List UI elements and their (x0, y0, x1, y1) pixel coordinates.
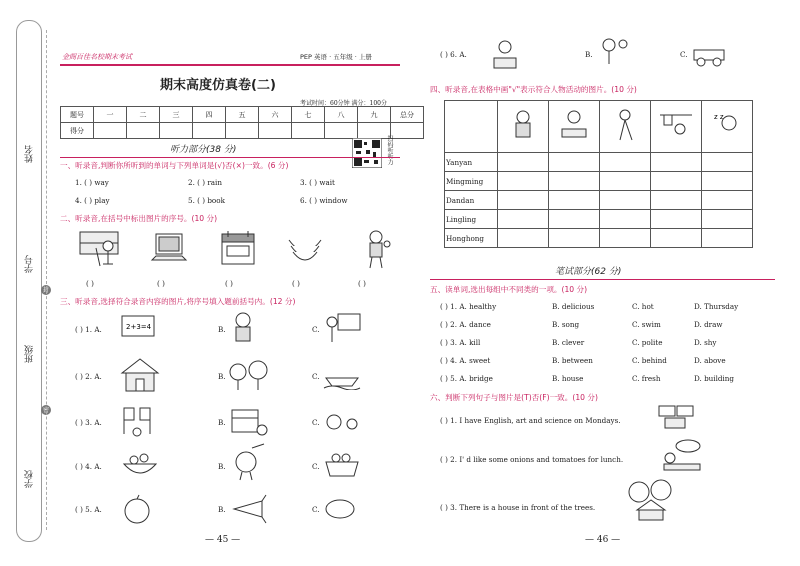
check-cell[interactable] (498, 191, 549, 210)
score-head: 五 (226, 107, 259, 123)
check-cell[interactable] (651, 172, 702, 191)
sec5-option: C. swim (632, 320, 661, 329)
sec3-option-c: C. (312, 372, 320, 381)
cut-line (46, 30, 48, 530)
sec3-title: 三、听录音,选择符合录音内容的图片,将序号填入题前括号内。(12 分) (60, 297, 296, 306)
side-label-school: 学校 (25, 470, 35, 488)
sec6-item[interactable]: ( ) 1. I have English, art and science on Mondays. (440, 416, 621, 425)
qr-code-icon[interactable] (352, 138, 382, 168)
carrot-icon (228, 493, 268, 525)
sec5-option: C. polite (632, 338, 663, 347)
girl-piano-icon (558, 109, 590, 143)
table-pic-cell (702, 101, 753, 153)
sec3-question[interactable]: ( ) 3. A. (75, 418, 102, 427)
score-head: 一 (94, 107, 127, 123)
check-cell[interactable] (600, 153, 651, 172)
boy-reading-icon (228, 310, 258, 346)
calendar-icon (218, 228, 258, 268)
check-cell[interactable] (702, 210, 753, 229)
potato-icon (322, 495, 358, 523)
sec3-option-b: B. (218, 372, 226, 381)
sec5-option: B. delicious (552, 302, 595, 311)
svg-text:2+3=4: 2+3=4 (126, 323, 152, 331)
sec3-question[interactable]: ( ) 5. A. (75, 505, 102, 514)
apple-icon (120, 493, 154, 525)
sec1-item[interactable]: 2. ( ) rain (188, 178, 222, 187)
sec2-blank[interactable]: ( ) (225, 279, 233, 288)
check-cell[interactable] (600, 172, 651, 191)
sec2-blank[interactable]: ( ) (292, 279, 300, 288)
books-icon (655, 402, 699, 432)
q6-question[interactable]: ( ) 6. A. (440, 50, 467, 59)
sec3-option-c: C. (312, 462, 320, 471)
kids-lunch-icon (660, 438, 704, 472)
check-cell[interactable] (549, 153, 600, 172)
check-cell[interactable] (651, 153, 702, 172)
house-trees-icon (625, 478, 677, 522)
kid-dancing-icon (595, 36, 631, 72)
score-cell[interactable] (127, 123, 160, 139)
check-cell[interactable] (651, 229, 702, 248)
score-head: 四 (193, 107, 226, 123)
sec2-blank[interactable]: ( ) (157, 279, 165, 288)
sec1-item[interactable]: 4. ( ) play (75, 196, 110, 205)
page-number-right: — 46 — (585, 535, 621, 545)
sec5-option: D. above (694, 356, 726, 365)
sec3-option-c: C. (312, 418, 320, 427)
score-cell[interactable] (325, 123, 358, 139)
sec4-title: 四、听录音,在表格中画"√"表示符合人物活动的图片。(10 分) (430, 85, 637, 94)
score-head: 二 (127, 107, 160, 123)
score-cell[interactable] (160, 123, 193, 139)
score-cell[interactable] (259, 123, 292, 139)
check-cell[interactable] (702, 172, 753, 191)
laundry-icon (658, 109, 694, 143)
table-pic-cell (498, 101, 549, 153)
boat-river-icon (322, 362, 362, 390)
score-head: 题号 (61, 107, 94, 123)
check-cell[interactable] (549, 172, 600, 191)
binding-strip (16, 20, 42, 542)
check-cell[interactable] (702, 191, 753, 210)
sec5-option: D. building (694, 374, 735, 383)
side-label-class: 班级 (25, 345, 35, 363)
fruit-basket-icon (322, 448, 362, 480)
box-ball-icon (228, 404, 268, 438)
row-name: Lingling (445, 210, 498, 229)
check-cell[interactable] (498, 229, 549, 248)
row-name: Dandan (445, 191, 498, 210)
score-cell[interactable] (193, 123, 226, 139)
sec5-item[interactable]: ( ) 2. A. dance (440, 320, 491, 329)
page-number-left: — 45 — (205, 535, 241, 545)
writing-header: 笔试部分(62 分) (555, 267, 622, 277)
sec5-option: B. clever (552, 338, 585, 347)
ball-field-icon (322, 408, 362, 436)
kid-desk-icon (490, 38, 520, 72)
sec5-option: D. Thursday (694, 302, 739, 311)
check-cell[interactable] (549, 229, 600, 248)
sec6-item[interactable]: ( ) 3. There is a house in front of the trees. (440, 503, 596, 512)
check-cell[interactable] (549, 191, 600, 210)
sec3-question[interactable]: ( ) 4. A. (75, 462, 102, 471)
check-cell[interactable] (600, 191, 651, 210)
salad-bowl-icon (120, 446, 160, 482)
writing-rule (430, 279, 775, 280)
table-corner (445, 101, 498, 153)
svg-text:z z: z z (714, 112, 724, 121)
side-label-number: 学号 (25, 255, 35, 273)
house-icon (120, 357, 160, 393)
check-cell[interactable] (498, 172, 549, 191)
sec3-option-b: B. (218, 418, 226, 427)
math-board-icon (120, 312, 156, 342)
score-head: 九 (358, 107, 391, 123)
score-cell[interactable] (94, 123, 127, 139)
q6-option-c: C. (680, 50, 688, 59)
banner: 金阁百佳名校期末考试 (62, 53, 132, 61)
computer-icon (150, 230, 190, 266)
kid-sports-icon (610, 108, 640, 144)
sec5-option: D. draw (694, 320, 723, 329)
score-cell[interactable] (226, 123, 259, 139)
sec5-item[interactable]: ( ) 5. A. bridge (440, 374, 493, 383)
boy-book-icon (509, 109, 537, 143)
page-title: 期末高度仿真卷(二) (160, 78, 276, 93)
exam-info: 考试时间：60分钟 满分：100分 (300, 100, 387, 107)
check-cell[interactable] (651, 191, 702, 210)
score-head: 七 (292, 107, 325, 123)
sec5-item[interactable]: ( ) 1. A. healthy (440, 302, 497, 311)
q6-option-b: B. (585, 50, 593, 59)
sec5-item[interactable]: ( ) 3. A. kill (440, 338, 481, 347)
sec3-option-c: C. (312, 505, 320, 514)
sec3-question[interactable]: ( ) 1. A. (75, 325, 102, 334)
sec5-option: D. shy (694, 338, 717, 347)
score-cell[interactable] (391, 123, 424, 139)
grade-label: PEP 英语 · 五年级 · 上册 (300, 53, 372, 61)
check-cell[interactable] (498, 210, 549, 229)
table-pic-cell (600, 101, 651, 153)
row-name: Honghong (445, 229, 498, 248)
sec3-question[interactable]: ( ) 2. A. (75, 372, 102, 381)
score-head: 八 (325, 107, 358, 123)
sec5-option: B. between (552, 356, 593, 365)
girl-sweeping-icon (78, 228, 120, 270)
check-cell[interactable] (498, 153, 549, 172)
sec2-blank[interactable]: ( ) (358, 279, 366, 288)
row-name: Mingming (445, 172, 498, 191)
boy-icon (360, 228, 392, 270)
header-rule (60, 64, 400, 66)
listening-rule (60, 157, 400, 158)
sec5-option: C. hot (632, 302, 654, 311)
girl-sleeping-icon (712, 109, 742, 143)
trees-icon (228, 360, 272, 392)
check-cell[interactable] (651, 210, 702, 229)
sec2-blank[interactable]: ( ) (86, 279, 94, 288)
sec5-option: B. house (552, 374, 584, 383)
sec3-option-b: B. (218, 462, 226, 471)
check-cell[interactable] (702, 153, 753, 172)
car-icon (690, 40, 728, 68)
check-cell[interactable] (600, 210, 651, 229)
sec1-item[interactable]: 1. ( ) way (75, 178, 109, 187)
sec1-item[interactable]: 3. ( ) wait (300, 178, 335, 187)
sec3-option-b: B. (218, 505, 226, 514)
check-cell[interactable] (600, 229, 651, 248)
vegetable-character-icon (228, 442, 268, 482)
score-head: 三 (160, 107, 193, 123)
score-cell[interactable] (292, 123, 325, 139)
sec5-title: 五、读单词,选出每组中不同类的一项。(10 分) (430, 285, 588, 294)
sec5-option: B. song (552, 320, 580, 329)
sec3-option-c: C. (312, 325, 320, 334)
sec1-item[interactable]: 6. ( ) window (300, 196, 348, 205)
table-pic-cell (651, 101, 702, 153)
side-label-name: 姓名 (25, 145, 35, 163)
score-head: 六 (259, 107, 292, 123)
seal-mark-2: 密 (42, 407, 49, 414)
sec5-option: C. fresh (632, 374, 661, 383)
score-table (60, 106, 424, 139)
score-head: 总分 (391, 107, 424, 123)
sec6-item[interactable]: ( ) 2. I' d like some onions and tomatoes for lunch. (440, 455, 624, 464)
chairs-icon (120, 404, 156, 438)
sec5-option: C. behind (632, 356, 667, 365)
sec6-title: 六、判断下列句子与图片是(T)否(F)一致。(10 分) (430, 393, 598, 402)
score-label: 得分 (61, 123, 94, 139)
table-pic-cell (549, 101, 600, 153)
sec3-option-b: B. (218, 325, 226, 334)
row-name: Yanyan (445, 153, 498, 172)
sec1-item[interactable]: 5. ( ) book (188, 196, 225, 205)
bananas-icon (285, 232, 325, 264)
qr-note: 扫码听听力 (386, 135, 393, 165)
sec2-title: 二、听录音,在括号中标出图片的序号。(10 分) (60, 214, 218, 223)
check-cell[interactable] (549, 210, 600, 229)
check-cell[interactable] (702, 229, 753, 248)
listening-header: 听力部分(38 分) (170, 145, 237, 155)
sec5-item[interactable]: ( ) 4. A. sweet (440, 356, 491, 365)
activity-table (444, 100, 753, 248)
seal-mark: 封 (42, 287, 49, 294)
teacher-board-icon (322, 310, 362, 346)
sec1-title: 一、听录音,判断你所听到的单词与下列单词是(√)否(×)一致。(6 分) (60, 161, 289, 170)
